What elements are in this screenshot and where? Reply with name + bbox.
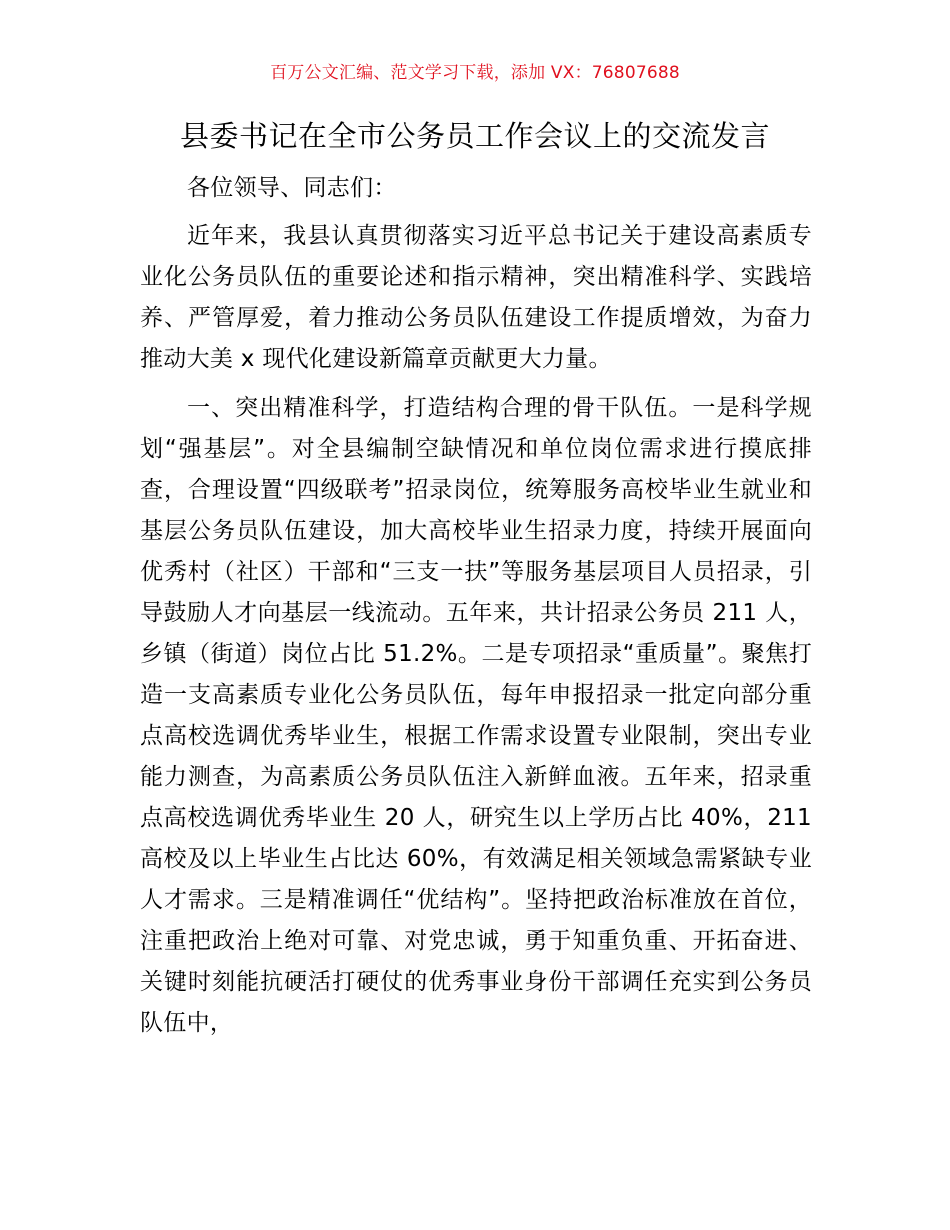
document-body — [140, 168, 812, 1044]
salutation: 各位领导、同志们： — [187, 175, 397, 201]
paragraph-section-one: 一、突出精准科学，打造结构合理的骨干队伍。一是科学规划“强基层”。对全县编制空缺情况和单位岗位需求进行摸底排查，合理设置“四级联考”招录岗位，统筹服务高校毕业生就业和基层公务员队伍建设，加大高校毕业生招录力度，持续开展面向优秀村（社区）干部和“三支一扶”等服务基层项目人员招录，引导鼓励人才向基层一线流动。五年来，共计招录公务员 211 人，乡镇（街道）岗位占比 51.2%。二是专项招录“重质量”。聚焦打造一支高素质专业化公务员队伍，每年申报招录一批定向部分重点高校选调优秀毕业生，根据工作需求设置专业限制，突出专业能力测查，为高素质公务员队伍注入新鲜血液。五年来，招录重点高校选调优秀毕业生 20 人，研究生以上学历占比 40%，211 高校及以上毕业生占比达 60%，有效满足相关领域急需紧缺专业人才需求。三是精准调任“优结构”。坚持把政治标准放在首位，注重把政治上绝对可靠、对党忠诚，勇于知重负重、开拓奋进、关键时刻能抗硬活打硬仗的优秀事业身份干部调任充实到公务员队伍中， — [140, 395, 812, 1036]
document-title: 县委书记在全市公务员工作会议上的交流发言 — [179, 119, 770, 153]
watermark-banner: 百万公文汇编、范文学习下载，添加 VX：76807688 — [270, 63, 680, 83]
paragraph-intro: 近年来，我县认真贯彻落实习近平总书记关于建设高素质专业化公务员队伍的重要论述和指示精神，突出精准科学、实践培养、严管厚爱，着力推动公务员队伍建设工作提质增效，为奋力推动大美 x 现代化建设新篇章贡献更大力量。 — [140, 223, 812, 372]
